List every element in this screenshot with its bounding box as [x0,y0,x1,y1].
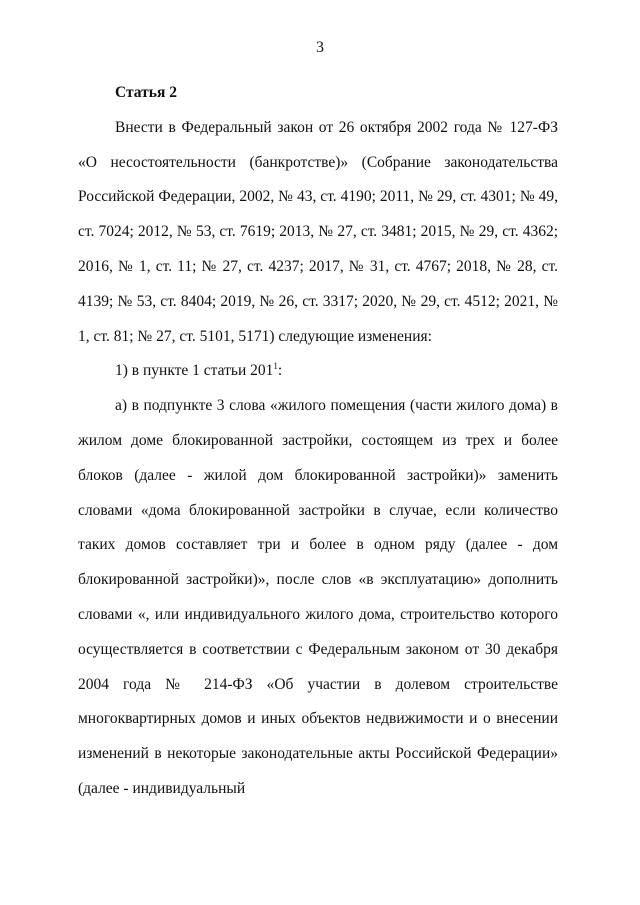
item-1-colon: : [277,362,283,380]
item-1-text: 1) в пункте 1 статьи 201 [115,362,274,380]
document-body [78,76,558,807]
paragraph-subitem-a: а) в подпункте 3 слова «жилого помещения (части жилого дома) в жилом доме блокированной застройки, состоящем из трех и более блоков (далее - жилой дом блокированной застройки)» заменить словами «дома блокированной застройки в случае, если количество таких домов составляет три и более в одном ряду (далее - дом блокированной застройки)», после слов «в эксплуатацию» дополнить словами «, или индивидуального жилого дома, строительство которого осуществляется в соответствии с Федеральным законом от 30 декабря 2004 года № 214-ФЗ «Об участии в долевом строительстве многоквартирных домов и иных объектов недвижимости и о внесении изменений в некоторые законодательные акты Российской Федерации» (далее - индивидуальный [78,397,558,797]
paragraph-amendment-intro: Внести в Федеральный закон от 26 октября 2002 года № 127-ФЗ «О несостоятельности (банкротстве)» (Собрание законодательства Российской Федерации, 2002, № 43, ст. 4190; 2011, № 29, ст. 4301; № 49, ст. 7024; 2012, № 53, ст. 7619; 2013, № 27, ст. 3481; 2015, № 29, ст. 4362; 2016, № 1, ст. 11; № 27, ст. 4237; 2017, № 31, ст. 4767; 2018, № 28, ст. 4139; № 53, ст. 8404; 2019, № 26, ст. 3317; 2020, № 29, ст. 4512; 2021, № 1, ст. 81; № 27, ст. 5101, 5171) следующие изменения: [78,118,558,345]
page-number: 3 [316,39,324,56]
paragraph-item-1 [78,354,558,389]
article-superscript: 1 [273,361,278,372]
article-heading: Статья 2 [115,84,177,101]
